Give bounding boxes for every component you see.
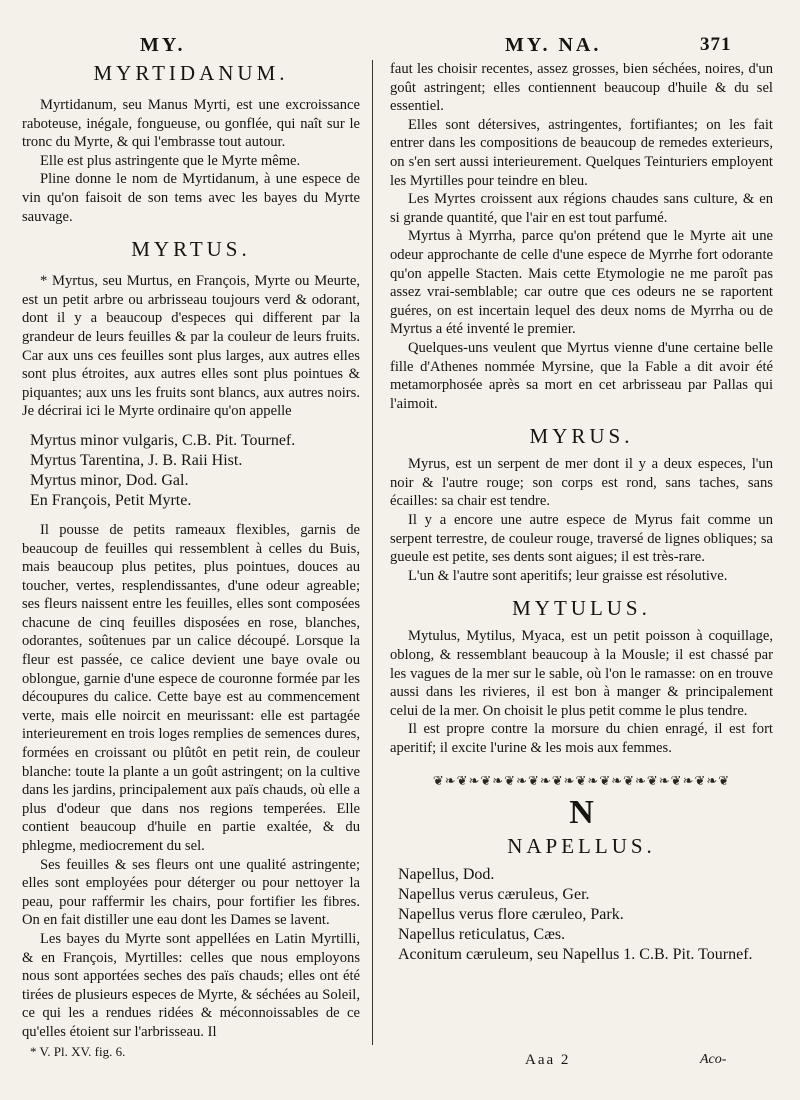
synonym-line: Aconitum cæruleum, seu Napellus 1. C.B. Pit. Tournef. xyxy=(398,945,753,963)
paragraph: faut les choisir recentes, assez grosses, bien séchées, noires, d'un goût astringent; elles contiennent beaucoup d'huile & du sel essentiel. xyxy=(390,61,773,115)
paragraph: Myrtus à Myrrha, parce qu'on prétend que le Myrte ait une odeur approchante de celle d'une espece de Myrrhe fort odorante qu'on appelle Stacten. Mais cette Etymologie ne me paroît pas assez vrai-semblable; car outre que ces odeurs ne se raportent guéres, on est incertain lequel des deux noms de Myrrha ou de Myrtus a été inventé le premier. xyxy=(390,228,773,338)
paragraph: Elles sont détersives, astringentes, fortifiantes; on les fait entrer dans les compositions de beaucoup de remedes exterieurs, on s'en sert aussi interieurement. Quelques Teinturiers employent les Myrtilles pour teindre en bleu. xyxy=(390,116,773,189)
column-rule xyxy=(372,60,373,1045)
spacer xyxy=(22,262,360,272)
spacer xyxy=(22,421,360,431)
paragraph: Il pousse de petits rameaux flexibles, garnis de beaucoup de feuilles qui ressemblent à celles du Buis, mais beaucoup plus petites, plus pointues, douces au toucher, vertes, resplendissantes, d'une odeur agreable; ses fleurs naissent entre les feuilles, elles sont composées chacune de cinq feuilles disposées en rose, blanches, odorantes, soûtenues par un calice découpé. Lorsque la fleur est passée, ce calice devient une baye ovale ou oblongue, garnie d'une espece de couronne formée par les découpures du calice. Cette baye est au commencement verte, mais elle noircit en meurissant: elle est partagée interieurement en trois loges remplies de semences dures, formées en croissant ou plûtôt en petit rein, de couleur blanche: toute la plante a un goût astringent; on la cultive dans les jardins, principalement aux païs chauds, où elle a plus d'odeur que dans nos regions temperées. Elle contient beaucoup d'huile en partie exaltée, & du phlegme, mediocrement du sel. xyxy=(22,521,360,854)
running-head-left: MY. xyxy=(140,34,186,56)
paragraph: Myrus, est un serpent de mer dont il y a deux especes, l'un noir & l'autre rouge; son corps est rond, sans taches, sans écailles: sa chair est tendre. xyxy=(390,456,773,510)
synonym-line: Myrtus minor, Dod. Gal. xyxy=(30,471,189,489)
section-letter: N xyxy=(569,794,594,832)
entry-title-napellus: NAPELLUS. xyxy=(507,833,656,858)
paragraph: Ses feuilles & ses fleurs ont une qualité astringente; elles sont employées pour déterger ou pour nettoyer la peau, pour raffermir les chairs, pour fortifier les fibres. On en fait distiller une eau dont les Dames se lavent. xyxy=(22,856,360,929)
entry-title-mytulus: MYTULUS. xyxy=(512,596,651,621)
running-head-right: MY. NA. xyxy=(505,34,602,56)
synonym-line: Napellus verus cæruleus, Ger. xyxy=(398,885,590,903)
synonym-line: Myrtus Tarentina, J. B. Raii Hist. xyxy=(30,451,243,469)
synonym-line: En François, Petit Myrte. xyxy=(30,491,192,509)
synonym-line: Napellus reticulatus, Cæs. xyxy=(398,925,566,943)
paragraph: Quelques-uns veulent que Myrtus vienne d'une certaine belle fille d'Athenes nommée Myrsine, que la Fable a dit avoir été metamorphosée après sa mort en cet arbrisseau par Pallas qui l'aimoit. xyxy=(390,339,773,412)
entry-title-myrus: MYRUS. xyxy=(529,424,634,449)
footnote: * V. Pl. XV. fig. 6. xyxy=(30,1044,126,1059)
signature-mark: Aaa 2 xyxy=(525,1052,571,1068)
paragraph: L'un & l'autre sont aperitifs; leur graisse est résolutive. xyxy=(408,567,728,584)
entry-title-myrtus: MYRTUS. xyxy=(131,237,251,262)
paragraph: Myrtidanum, seu Manus Myrti, est une excroissance raboteuse, inégale, fongueuse, ou gonflée, qui naît sur le tronc du Myrte, & qui l'embrasse tout autour. xyxy=(22,97,360,151)
entry-title-myrtidanum: MYRTIDANUM. xyxy=(93,61,289,85)
catchword: Aco- xyxy=(700,1052,727,1067)
synonym-line: Napellus verus flore cæruleo, Park. xyxy=(398,905,624,923)
paragraph: * Myrtus, seu Murtus, en François, Myrte ou Meurte, est un petit arbre ou arbrisseau toujours verd & odorant, dont il y a beaucoup d'especes qui different par la grandeur de leurs feuilles & par la couleur de leurs fruits. Car aux uns ces feuilles sont plus larges, aux autres elles sont plus étroites, aux autres elles sont plus pointues & piquantes; aux uns les fruits sont blancs, aux autres noirs. Je décrirai ici le Myrte ordinaire qu'on appelle xyxy=(22,273,360,420)
spacer xyxy=(390,413,773,423)
paragraph: Les Myrtes croissent aux régions chaudes sans culture, & en si grande quantité, que l'air en est tout parfumé. xyxy=(390,191,773,226)
paragraph: Il est propre contre la morsure du chien enragé, il est fort aperitif; il excite l'urine & les mois aux femmes. xyxy=(390,721,773,756)
paragraph: Mytulus, Mytilus, Myaca, est un petit poisson à coquillage, oblong, & ressemblant beaucoup à la Mousle; il est chassé par les vagues de la mer sur le sable, où l'on le ramasse: on en trouve aussi dans les rivieres, il est bon à manger & principalement celui de la mer. On choisit le plus petit comme le plus tendre. xyxy=(390,628,773,719)
paragraph: Pline donne le nom de Myrtidanum, à une espece de vin qu'on faisoit de son tems avec les bayes du Myrte sauvage. xyxy=(22,171,360,225)
right-column xyxy=(390,60,773,965)
spacer xyxy=(22,86,360,96)
paragraph: Elle est plus astringente que le Myrte même. xyxy=(40,152,301,169)
spacer xyxy=(390,585,773,595)
spacer xyxy=(22,511,360,521)
synonym-line: Myrtus minor vulgaris, C.B. Pit. Tournef. xyxy=(30,431,296,449)
ornamental-band: ❦❧❦❧❦❧❦❧❦❧❦❧❦❧❦❧❦❧❦❧❦❧❦❧❦ xyxy=(432,772,731,788)
page-number: 371 xyxy=(700,34,732,55)
spacer xyxy=(22,226,360,236)
synonym-line: Napellus, Dod. xyxy=(398,865,495,883)
paragraph: Les bayes du Myrte sont appellées en Latin Myrtilli, & en François, Myrtilles: celles que nous employons nous sont apportées seches des païs chauds; elles ont été tirées de plusieurs especes de Myrte, & séchées au Soleil, ce qui les a rendues ridées & méconnoissables de ce qu'elles étoient sur l'arbrisseau. Il xyxy=(22,930,360,1040)
paragraph: Il y a encore une autre espece de Myrus fait comme un serpent terrestre, de couleur rouge, traversé de lignes obliques; sa gueule est petite, ses dents sont aigues; il est très-rare. xyxy=(390,512,773,566)
left-column xyxy=(22,60,360,1042)
